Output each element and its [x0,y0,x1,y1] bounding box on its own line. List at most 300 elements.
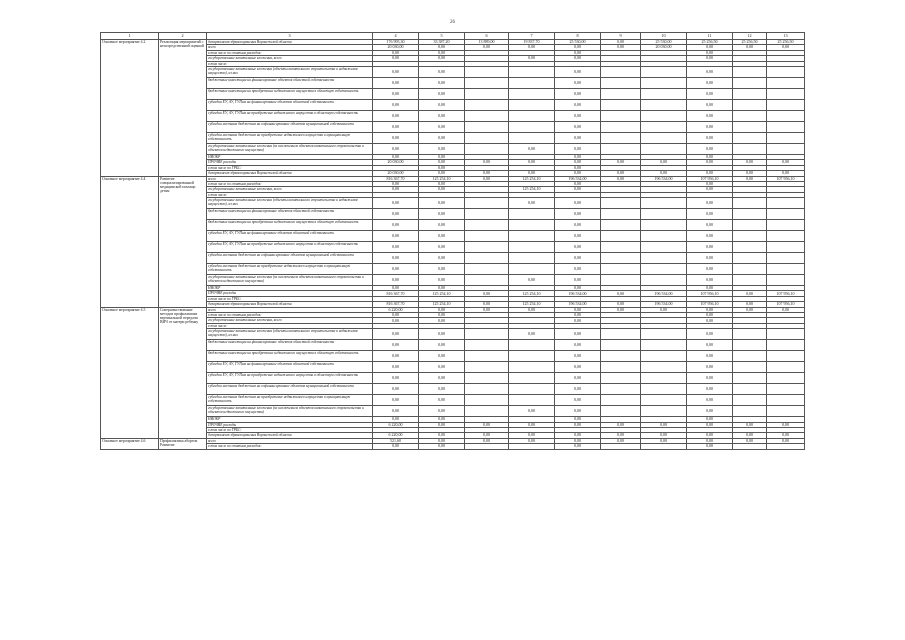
amount-cell: 0,00 [465,302,509,307]
funding-source-label: в том числе: [207,192,373,197]
amount-cell: 0,00 [687,417,733,422]
amount-cell [767,373,805,384]
amount-cell: 0,00 [687,264,733,275]
amount-cell: 25 256,50 [767,40,805,45]
amount-cell: 0,00 [641,433,687,438]
amount-cell: 0,00 [555,181,601,186]
table-row [101,406,805,417]
amount-cell [641,231,687,242]
amount-cell: 0,00 [419,313,465,318]
amount-cell [767,406,805,417]
amount-cell: 0,00 [373,340,419,351]
amount-cell [767,384,805,395]
funding-source-label: ПРОЧИЕ расходы [207,422,373,427]
amount-cell: 0,00 [509,45,555,50]
funding-source-label: департамент здравоохранения Воронежской области [207,433,373,438]
amount-cell: 0,00 [419,318,465,323]
funding-source-label: государственные капитальные вложения (за исключением объектов капитального строительства и объектов недвижимого имущества) [207,406,373,417]
amount-cell [601,362,641,373]
amount-cell [465,231,509,242]
funding-source-label: в том числе: [207,61,373,66]
amount-cell [767,220,805,231]
amount-cell: 0,00 [733,302,767,307]
amount-cell: 0,00 [767,160,805,165]
amount-cell: 0,00 [767,422,805,427]
amount-cell [509,340,555,351]
amount-cell: 0,00 [601,291,641,296]
amount-cell [509,132,555,143]
amount-cell: 0,00 [419,422,465,427]
funding-source-label: ПРОЧИЕ расходы [207,291,373,296]
amount-cell: 0,00 [601,176,641,181]
amount-cell [601,88,641,99]
amount-cell: 0,00 [687,362,733,373]
table-row [101,143,805,154]
amount-cell: 0,00 [687,50,733,55]
amount-cell: 20 030,00 [373,171,419,176]
amount-cell: 0,00 [419,66,465,77]
amount-cell: 107 956,10 [767,176,805,181]
amount-cell [733,406,767,417]
funding-source-label: субсидии местным бюджетам на софинансирование объектов муниципальной собственности [207,253,373,264]
amount-cell: 0,00 [687,187,733,192]
amount-cell [733,110,767,121]
amount-cell: 0,00 [555,307,601,312]
amount-cell: 0,00 [687,340,733,351]
amount-cell: 0,00 [419,187,465,192]
amount-cell: 0,00 [373,209,419,220]
amount-cell [767,110,805,121]
amount-cell [601,329,641,340]
amount-cell [767,395,805,406]
amount-cell: 0,00 [419,329,465,340]
amount-cell: 0,00 [687,384,733,395]
amount-cell: 0,00 [465,291,509,296]
amount-cell [601,242,641,253]
column-number: 2 [159,33,207,40]
amount-cell [509,66,555,77]
amount-cell: 0,00 [465,176,509,181]
amount-cell [465,66,509,77]
table-row [101,275,805,286]
amount-cell [601,384,641,395]
amount-cell [601,275,641,286]
amount-cell: 0,00 [373,329,419,340]
amount-cell: 0,00 [373,187,419,192]
amount-cell [641,198,687,209]
table-row [101,77,805,88]
amount-cell: 0,00 [419,286,465,291]
amount-cell: 0,00 [555,444,601,449]
amount-cell: 0,00 [555,50,601,55]
amount-cell: 0,00 [373,242,419,253]
amount-cell: 125 254,10 [419,302,465,307]
amount-cell [465,220,509,231]
amount-cell: 0,00 [687,143,733,154]
amount-cell [509,373,555,384]
amount-cell: 0,00 [373,56,419,61]
amount-cell: 0,00 [641,307,687,312]
amount-cell: 196 534,00 [641,176,687,181]
table-row [101,362,805,373]
amount-cell: 0,00 [509,160,555,165]
amount-cell [509,444,555,449]
amount-cell: 0,00 [373,110,419,121]
amount-cell [733,444,767,449]
funding-source-label: государственные капитальные вложения (объекты капитального строительства и недвижимое имущество), из них [207,198,373,209]
amount-cell: 0,00 [419,406,465,417]
amount-cell [509,77,555,88]
amount-cell: 0,00 [419,362,465,373]
amount-cell: 0,00 [373,406,419,417]
amount-cell [767,275,805,286]
amount-cell: 13 889,00 [465,40,509,45]
column-number: 13 [767,33,805,40]
funding-source-label: субсидии местным бюджетам на софинансирование объектов муниципальной собственности [207,121,373,132]
amount-cell: 0,00 [687,181,733,186]
column-number: 9 [601,33,641,40]
amount-cell: 0,00 [555,438,601,443]
amount-cell [465,395,509,406]
amount-cell: 0,00 [687,351,733,362]
amount-cell: 196 534,00 [555,291,601,296]
amount-cell: 0,00 [641,160,687,165]
amount-cell: 0,00 [767,307,805,312]
amount-cell [733,209,767,220]
amount-cell: 0,00 [555,143,601,154]
funding-source-label: субсидии местным бюджетам на приобретение недвижимого имущества в муниципальную собственность [207,264,373,275]
amount-cell: 0,00 [733,160,767,165]
column-number-row [101,33,805,40]
page-number: 26 [450,20,455,25]
amount-cell: 25 530,00 [555,40,601,45]
amount-cell: 0,00 [465,422,509,427]
amount-cell: 0,00 [601,45,641,50]
amount-cell: 0,00 [419,88,465,99]
amount-cell [733,373,767,384]
funding-source-label: департамент здравоохранения Воронежской области [207,171,373,176]
amount-cell [767,264,805,275]
amount-cell: 0,00 [733,176,767,181]
funding-source-label: государственные капитальные вложения, всего [207,56,373,61]
amount-cell: 0,00 [601,307,641,312]
amount-cell [641,88,687,99]
amount-cell: 20 030,00 [641,45,687,50]
amount-cell [601,351,641,362]
amount-cell: 0,00 [555,198,601,209]
amount-cell [465,329,509,340]
amount-cell: 0,00 [555,171,601,176]
amount-cell [601,220,641,231]
amount-cell [641,373,687,384]
amount-cell: 0,00 [419,384,465,395]
amount-cell: 0,00 [419,220,465,231]
amount-cell: 0,00 [419,50,465,55]
amount-cell: 0,00 [555,99,601,110]
table-row [101,99,805,110]
amount-cell: 0,00 [373,181,419,186]
column-number: 6 [465,33,509,40]
amount-cell [509,110,555,121]
amount-cell: 0,00 [555,313,601,318]
activity-goal: Совершенствование методов профилактики вертикальной передачи ВИЧ от матери ребенку [159,307,207,438]
amount-cell: 0,00 [465,438,509,443]
amount-cell: 0,00 [555,351,601,362]
amount-cell: 0,00 [509,438,555,443]
amount-cell: 0,00 [687,56,733,61]
funding-source-label: государственные капитальные вложения (объекты капитального строительства и недвижимое имущество), из них [207,66,373,77]
amount-cell: 0,00 [419,45,465,50]
funding-source-label: бюджетные инвестиции на финансирование объектов областной собственности [207,340,373,351]
funding-source-label: государственные капитальные вложения, всего [207,318,373,323]
amount-cell: 0,00 [555,318,601,323]
amount-cell [601,110,641,121]
amount-cell: 0,00 [555,88,601,99]
amount-cell: 125 254,10 [509,302,555,307]
amount-cell: 19 837,70 [509,40,555,45]
amount-cell: 0,00 [733,433,767,438]
amount-cell: 0,00 [767,171,805,176]
amount-cell [509,121,555,132]
amount-cell [601,99,641,110]
funding-source-label: субсидии ЕУ, АУ, ГУПам на финансирование объектов областной собственности [207,362,373,373]
amount-cell [601,444,641,449]
amount-cell: 0,00 [555,209,601,220]
amount-cell: 0,00 [555,66,601,77]
amount-cell: 0,00 [373,286,419,291]
amount-cell [465,373,509,384]
amount-cell: 107 956,10 [687,291,733,296]
amount-cell: 0,00 [509,406,555,417]
amount-cell [767,329,805,340]
amount-cell: 0,00 [555,253,601,264]
amount-cell [601,406,641,417]
amount-cell: 0,00 [555,433,601,438]
amount-cell: 0,00 [555,275,601,286]
amount-cell: 0,00 [419,242,465,253]
amount-cell: 0,00 [601,433,641,438]
amount-cell [641,143,687,154]
amount-cell [601,77,641,88]
amount-cell [767,351,805,362]
amount-cell [509,384,555,395]
amount-cell: 0,00 [509,422,555,427]
amount-cell: 20 030,00 [373,160,419,165]
amount-cell: 33 387,20 [419,40,465,45]
funding-source-label: ПРОЧИЕ расходы [207,160,373,165]
amount-cell: 0,00 [373,395,419,406]
amount-cell: 0,00 [687,313,733,318]
amount-cell: 20 030,00 [373,45,419,50]
amount-cell: 0,00 [641,438,687,443]
amount-cell: 0,00 [373,198,419,209]
funding-source-label: в том числе по статьям расходов: [207,313,373,318]
amount-cell: 0,00 [373,417,419,422]
table-row [101,264,805,275]
amount-cell [767,362,805,373]
amount-cell [509,99,555,110]
funding-source-label: всего [207,45,373,50]
amount-cell: 6 220,00 [373,307,419,312]
amount-cell: 0,00 [419,99,465,110]
amount-cell: 0,00 [373,384,419,395]
funding-source-label: субсидии ЕУ, АУ, ГУПам на приобретение недвижимого имущества в областную собственность [207,373,373,384]
amount-cell: 6 220,00 [373,422,419,427]
amount-cell: 0,00 [767,438,805,443]
amount-cell [641,362,687,373]
amount-cell: 107 956,10 [687,176,733,181]
funding-source-label: НИОКР [207,417,373,422]
amount-cell: 0,00 [373,132,419,143]
funding-source-label: НИОКР [207,286,373,291]
table-row [101,444,805,449]
amount-cell: 0,00 [555,242,601,253]
amount-cell: 0,00 [733,438,767,443]
amount-cell: 0,00 [555,362,601,373]
column-number: 1 [101,33,159,40]
table-row [101,231,805,242]
funding-source-label: всего [207,438,373,443]
amount-cell [733,253,767,264]
amount-cell [733,351,767,362]
amount-cell: 0,00 [687,307,733,312]
amount-cell: 0,00 [373,143,419,154]
amount-cell: 0,00 [733,45,767,50]
funding-source-label: бюджетные инвестиции на приобретение недвижимого имущества в областную собственность [207,351,373,362]
amount-cell: 107 956,10 [687,302,733,307]
table-row [101,329,805,340]
funding-source-label: государственные капитальные вложения, всего [207,187,373,192]
amount-cell: 0,00 [601,422,641,427]
amount-cell: 125 254,10 [509,291,555,296]
amount-cell [465,88,509,99]
amount-cell: 0,00 [733,291,767,296]
amount-cell: 0,00 [373,313,419,318]
amount-cell [733,242,767,253]
amount-cell: 0,00 [555,77,601,88]
amount-cell: 0,00 [555,56,601,61]
column-number: 4 [373,33,419,40]
amount-cell: 0,00 [373,318,419,323]
amount-cell: 0,00 [419,275,465,286]
activity-name: Основное мероприятие 4.2 [101,40,159,177]
amount-cell: 0,00 [601,438,641,443]
amount-cell [641,132,687,143]
amount-cell [641,121,687,132]
amount-cell: 0,00 [465,45,509,50]
amount-cell: 0,00 [555,395,601,406]
activity-goal: Развитие специализированной медицинской помощи детям [159,176,207,307]
amount-cell: 0,00 [555,329,601,340]
amount-cell: 0,00 [419,417,465,422]
amount-cell [465,242,509,253]
amount-cell: 0,00 [373,373,419,384]
amount-cell [733,66,767,77]
amount-cell: 0,00 [555,373,601,384]
amount-cell: 0,00 [555,417,601,422]
amount-cell: 0,00 [555,187,601,192]
amount-cell [767,99,805,110]
funding-source-label: в том числе по ГРБС: [207,296,373,301]
amount-cell [465,253,509,264]
amount-cell: 0,00 [373,362,419,373]
funding-source-label: бюджетные инвестиции на приобретение недвижимого имущества в областную собственность [207,220,373,231]
amount-cell [767,121,805,132]
amount-cell: 0,00 [687,88,733,99]
table-row [101,242,805,253]
amount-cell [641,395,687,406]
amount-cell [465,351,509,362]
funding-source-label: государственные капитальные вложения (объекты капитального строительства и недвижимое имущество), из них [207,329,373,340]
amount-cell: 0,00 [641,171,687,176]
table-row [101,395,805,406]
table-row [101,121,805,132]
amount-cell: 0,00 [687,45,733,50]
funding-source-label: субсидии местным бюджетам на софинансирование объектов муниципальной собственности [207,384,373,395]
funding-source-label: всего [207,307,373,312]
amount-cell: 0,00 [687,373,733,384]
amount-cell: 0,00 [509,433,555,438]
amount-cell [733,99,767,110]
amount-cell: 125 254,10 [509,176,555,181]
amount-cell [641,110,687,121]
amount-cell: 0,00 [509,307,555,312]
amount-cell [733,77,767,88]
amount-cell: 0,00 [687,198,733,209]
funding-source-label: бюджетные инвестиции на приобретение недвижимого имущества в областную собственность [207,88,373,99]
amount-cell: 0,00 [687,171,733,176]
funding-source-label: НИОКР [207,154,373,159]
amount-cell: 0,00 [687,422,733,427]
amount-cell [465,121,509,132]
amount-cell: 0,00 [373,99,419,110]
amount-cell: 0,00 [465,171,509,176]
amount-cell [733,198,767,209]
table-row [101,209,805,220]
amount-cell: 25 530,00 [641,40,687,45]
amount-cell: 0,00 [419,198,465,209]
amount-cell: 0,00 [555,110,601,121]
amount-cell [641,66,687,77]
amount-cell [767,231,805,242]
amount-cell [465,264,509,275]
amount-cell: 0,00 [373,88,419,99]
amount-cell: 0,00 [419,340,465,351]
amount-cell [641,351,687,362]
amount-cell: 0,00 [555,45,601,50]
amount-cell: 0,00 [687,231,733,242]
amount-cell: 0,00 [419,264,465,275]
amount-cell: 125 254,10 [419,176,465,181]
amount-cell: 0,00 [687,275,733,286]
amount-cell: 125 254,10 [509,187,555,192]
amount-cell: 0,00 [419,395,465,406]
funding-source-label: в том числе по ГРБС: [207,165,373,170]
amount-cell: 0,00 [555,406,601,417]
amount-cell: 0,00 [555,132,601,143]
amount-cell: 0,00 [373,77,419,88]
amount-cell: 0,00 [419,77,465,88]
table-row [101,132,805,143]
amount-cell: 0,00 [373,154,419,159]
amount-cell: 0,00 [733,171,767,176]
amount-cell: 0,00 [373,66,419,77]
funding-source-label: субсидии ЕУ, АУ, ГУПам на финансирование объектов областной собственности [207,99,373,110]
amount-cell [767,253,805,264]
amount-cell: 0,00 [767,45,805,50]
amount-cell [601,209,641,220]
amount-cell [641,77,687,88]
